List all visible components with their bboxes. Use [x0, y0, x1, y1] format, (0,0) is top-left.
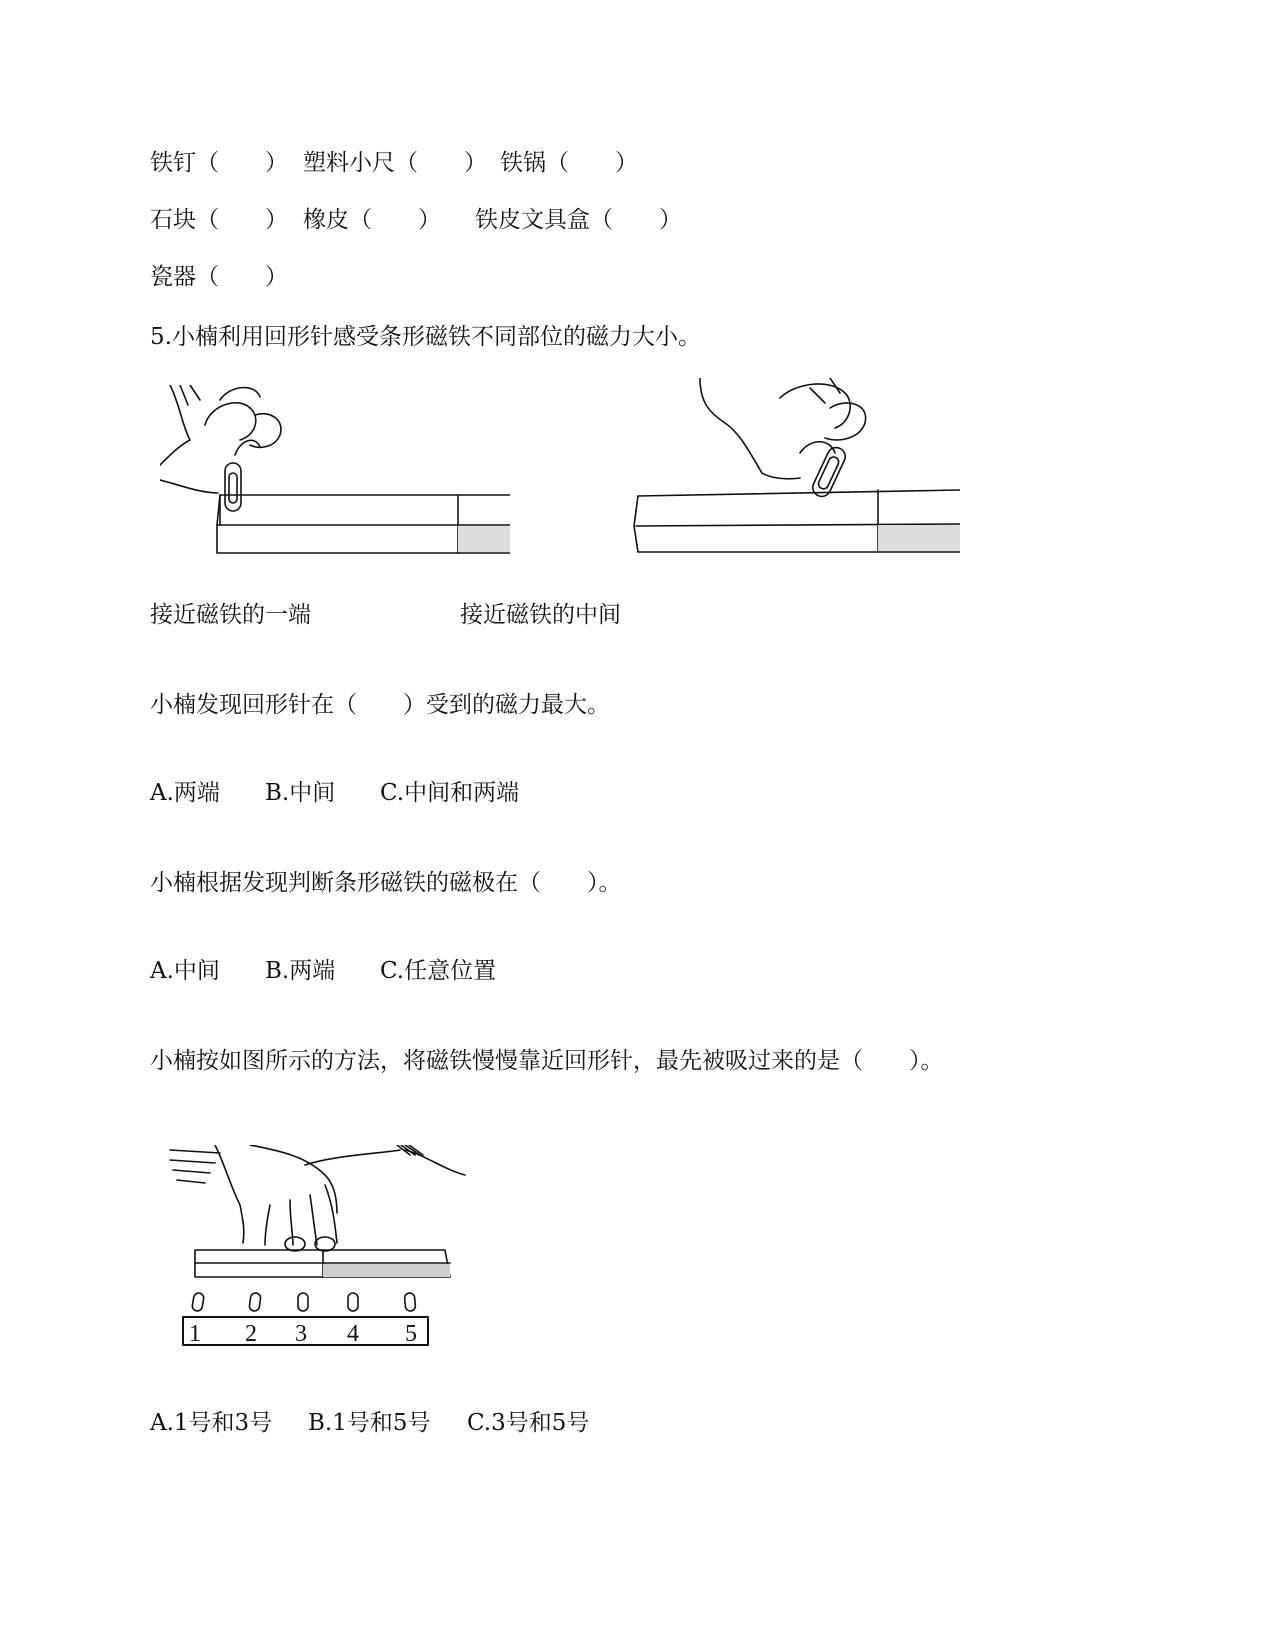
ruler-number-2: 2	[245, 1321, 257, 1347]
magnet-paperclips-illustration	[165, 1145, 475, 1355]
magnet-middle-illustration	[630, 378, 960, 560]
item-plastic-ruler: 塑料小尺（ ）	[303, 150, 487, 176]
sub3-option-b: B.1号和5号	[308, 1410, 431, 1436]
item-tin-pencil-box: 铁皮文具盒（ ）	[475, 207, 682, 233]
item-iron-nail: 铁钉（ ）	[150, 150, 288, 176]
item-porcelain: 瓷器（ ）	[150, 264, 288, 290]
ruler-number-1: 1	[189, 1321, 201, 1347]
ruler-number-4: 4	[347, 1321, 359, 1347]
sub-question-2: 小楠根据发现判断条形磁铁的磁极在（ ）。	[150, 870, 622, 896]
ruler-number-3: 3	[295, 1321, 307, 1347]
ruler-number-5: 5	[405, 1321, 417, 1347]
sub1-option-c: C.中间和两端	[380, 780, 520, 806]
caption-near-middle: 接近磁铁的中间	[460, 602, 621, 628]
sub3-option-c: C.3号和5号	[467, 1410, 590, 1436]
sub2-option-a: A.中间	[150, 958, 220, 984]
sub-question-3: 小楠按如图所示的方法，将磁铁慢慢靠近回形针，最先被吸过来的是（ ）。	[150, 1048, 944, 1074]
sub-question-1: 小楠发现回形针在（ ）受到的磁力最大。	[150, 692, 610, 718]
question-5-stem: 5.小楠利用回形针感受条形磁铁不同部位的磁力大小。	[150, 324, 701, 350]
sub2-option-b: B.两端	[265, 958, 336, 984]
item-stone: 石块（ ）	[150, 207, 288, 233]
sub3-option-a: A.1号和3号	[150, 1410, 273, 1436]
item-iron-pot: 铁锅（ ）	[500, 150, 638, 176]
sub2-option-c: C.任意位置	[380, 958, 497, 984]
magnet-end-illustration	[160, 385, 510, 560]
item-eraser: 橡皮（ ）	[303, 207, 441, 233]
caption-near-end: 接近磁铁的一端	[150, 602, 311, 628]
sub1-option-b: B.中间	[265, 780, 336, 806]
sub1-option-a: A.两端	[150, 780, 220, 806]
